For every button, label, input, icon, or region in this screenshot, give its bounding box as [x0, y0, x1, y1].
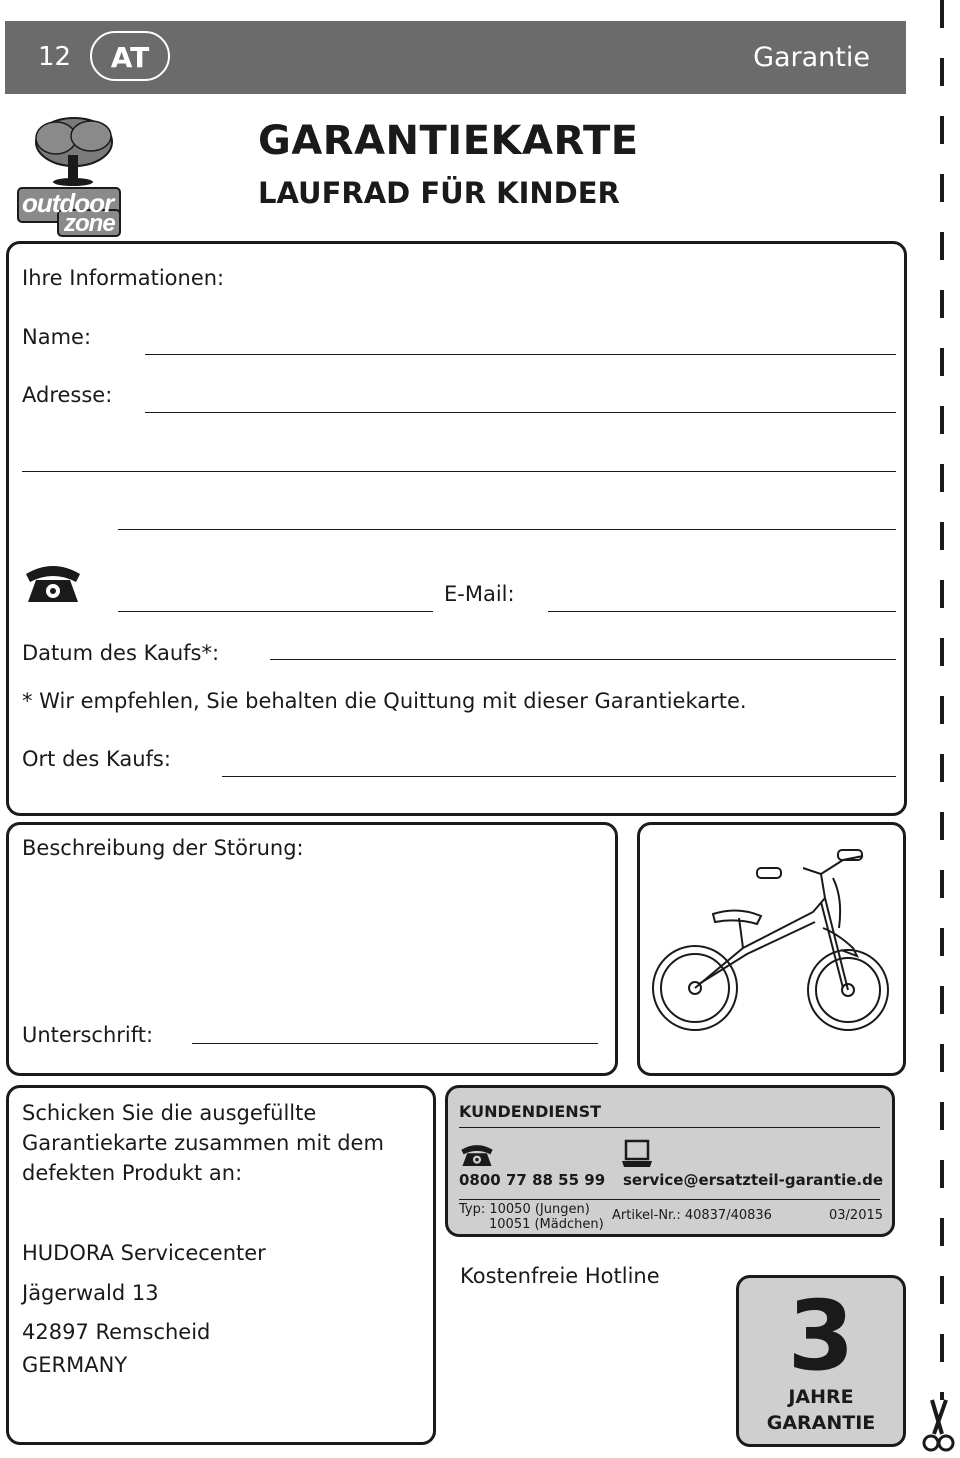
scissors-icon [918, 1398, 958, 1458]
print-date: 03/2015 [829, 1208, 884, 1223]
laptop-icon [622, 1139, 654, 1173]
address-field-2[interactable] [22, 471, 896, 472]
cut-line [940, 0, 944, 1400]
page-number: 12 [38, 42, 72, 72]
phone-icon-small [459, 1141, 495, 1173]
warranty-line-2: GARANTIE [766, 1412, 876, 1434]
logo-text-top: outdoor [22, 188, 114, 218]
divider [459, 1127, 880, 1128]
signature-field[interactable] [192, 1043, 598, 1044]
service-phone[interactable]: 0800 77 88 55 99 [459, 1171, 606, 1189]
divider [459, 1199, 880, 1200]
warranty-line-1: JAHRE [788, 1386, 854, 1408]
purchase-place-label: Ort des Kaufs: [22, 747, 171, 771]
service-city: 42897 Remscheid [22, 1320, 211, 1344]
phone-field[interactable] [118, 611, 433, 612]
info-intro: Ihre Informationen: [22, 266, 225, 290]
warranty-years: 3 [787, 1280, 855, 1392]
address-label: Adresse: [22, 383, 113, 407]
service-country: GERMANY [22, 1353, 128, 1377]
name-field[interactable] [145, 354, 896, 355]
type-line-2: 10051 (Mädchen) [489, 1217, 604, 1232]
logo-text-bottom: zone [64, 210, 115, 237]
service-company: HUDORA Servicecenter [22, 1241, 266, 1265]
footnote: * Wir empfehlen, Sie behalten die Quittung mit dieser Garantiekarte. [22, 689, 747, 713]
section-title: Garantie [753, 42, 870, 73]
customer-service-heading: KUNDENDIENST [459, 1102, 602, 1121]
address-field-1[interactable] [145, 412, 896, 413]
hotline-note: Kostenfreie Hotline [460, 1264, 660, 1288]
type-line-1: Typ: 10050 (Jungen) [459, 1202, 590, 1217]
signature-label: Unterschrift: [22, 1023, 154, 1047]
purchase-date-field[interactable] [270, 659, 896, 660]
service-street: Jägerwald 13 [22, 1281, 159, 1305]
country-badge: AT [90, 31, 170, 81]
warranty-badge [736, 1275, 906, 1447]
send-instruction: Schicken Sie die ausgefüllte Garantiekarte zusammen mit dem defekten Produkt an: [22, 1101, 384, 1185]
purchase-date-label: Datum des Kaufs*: [22, 641, 220, 665]
page-title: GARANTIEKARTE [258, 118, 639, 164]
brand-logo [16, 110, 126, 244]
email-field[interactable] [548, 611, 896, 612]
phone-icon [22, 560, 84, 610]
email-label: E-Mail: [444, 582, 515, 606]
fault-description-label: Beschreibung der Störung: [22, 836, 304, 860]
balance-bike-illustration [643, 838, 899, 1052]
name-label: Name: [22, 325, 92, 349]
purchase-place-field[interactable] [222, 776, 896, 777]
article-number: Artikel-Nr.: 40837/40836 [612, 1208, 772, 1223]
page-subtitle: LAUFRAD FÜR KINDER [258, 176, 620, 210]
service-email[interactable]: service@ersatzteil-garantie.de [623, 1171, 884, 1189]
address-field-3[interactable] [118, 529, 896, 530]
